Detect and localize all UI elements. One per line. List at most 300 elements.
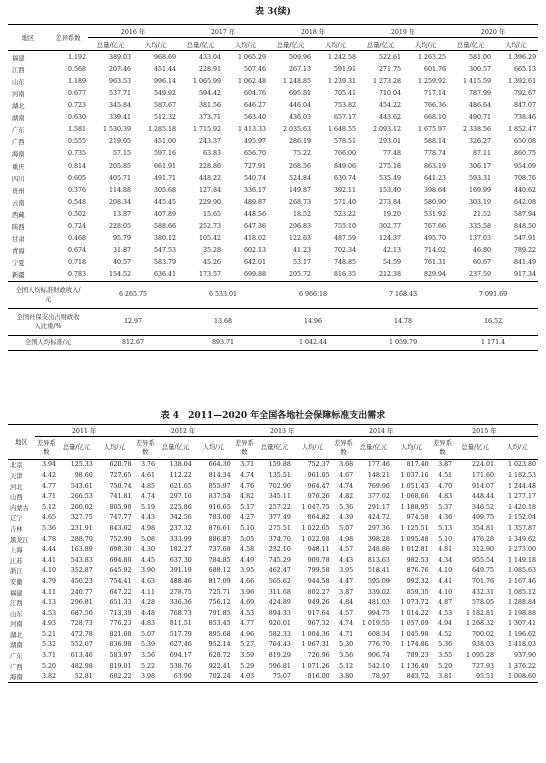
value-cell: 996.14 — [153, 77, 177, 85]
value-cell: 4.03 — [233, 671, 256, 682]
value-cell: 450.23 — [70, 577, 93, 585]
summary-value: 14.96 — [268, 308, 358, 335]
value-cell: 3.80 — [332, 671, 355, 682]
value-cell: 549.92 — [153, 90, 177, 98]
value-cell: 563.40 — [243, 114, 267, 122]
value-cell: 333.99 — [169, 535, 192, 543]
value-cell: 748.85 — [334, 259, 357, 267]
value-cell: 860.75 — [514, 150, 537, 158]
value-cell: 702.24 — [194, 671, 233, 682]
value-cell: 725.71 — [208, 588, 231, 596]
value-cell: 440.62 — [514, 186, 537, 194]
value-cell: 1 307.41 — [507, 620, 536, 628]
value-cell: 1 675.97 — [418, 126, 447, 134]
subheader-total: 总量/亿元 — [58, 436, 95, 459]
value-cell: 1 045.98 — [400, 630, 429, 638]
value-cell: 3.81 — [431, 671, 454, 682]
summary-label: 全国社保支出占财政收入比重/% — [8, 308, 88, 335]
value-cell: 1 067.31 — [301, 641, 330, 649]
value-cell: 5.37 — [438, 503, 453, 511]
value-cell: 1 037.16 — [400, 471, 429, 479]
value-cell: 3.55 — [438, 652, 453, 660]
value-cell: 819.01 — [109, 662, 132, 670]
value-cell: 182.27 — [169, 546, 192, 554]
value-cell: 752.99 — [109, 535, 132, 543]
value-cell: 398.64 — [424, 186, 447, 194]
value-cell: 750.74 — [109, 482, 132, 490]
value-cell: 982.53 — [406, 556, 429, 564]
value-cell: 2 338.56 — [463, 126, 492, 134]
table-row — [8, 555, 538, 566]
value-cell: 5.22 — [141, 662, 156, 670]
value-cell: 159.88 — [268, 461, 291, 469]
col-region-header: 地区 — [8, 25, 48, 51]
value-cell: 271.75 — [379, 65, 402, 73]
value-cell: 523.22 — [334, 210, 357, 218]
value-cell: 963.53 — [108, 77, 131, 85]
value-cell: 656.70 — [243, 150, 267, 158]
value-cell: 3.87 — [438, 461, 453, 469]
region-cell: 新疆 — [8, 269, 48, 282]
region-cell: 广西 — [10, 663, 23, 671]
value-cell: 819.29 — [268, 652, 291, 660]
value-cell: 906.74 — [367, 652, 390, 660]
value-cell: 252.73 — [198, 223, 222, 231]
value-cell: 713.39 — [109, 609, 132, 617]
value-cell: 237.59 — [448, 269, 493, 282]
table-row — [8, 124, 538, 136]
value-cell: 952.14 — [208, 641, 231, 649]
table-row — [8, 566, 538, 577]
value-cell: 1 392.61 — [508, 77, 537, 85]
value-cell: 200.02 — [70, 503, 93, 511]
value-cell: 602.22 — [95, 671, 134, 682]
value-cell: 391.19 — [169, 567, 192, 575]
value-cell: 60.67 — [473, 259, 492, 267]
value-cell: 649.75 — [471, 567, 495, 575]
table-row — [8, 459, 538, 470]
value-cell: 1 012.81 — [400, 546, 429, 554]
value-cell: 766.00 — [334, 150, 357, 158]
value-cell: 499.75 — [471, 514, 495, 522]
value-cell: 5.29 — [240, 662, 255, 670]
subheader-total: 总量/亿元 — [178, 38, 223, 51]
value-cell: 512.32 — [153, 114, 177, 122]
value-cell: 992.32 — [406, 577, 429, 585]
value-cell: 1.189 — [67, 77, 86, 85]
value-cell: 517.79 — [169, 630, 192, 638]
value-cell: 3.71 — [42, 652, 57, 660]
header-row — [8, 25, 538, 38]
value-cell: 602.13 — [243, 247, 267, 255]
region-cell: 河南 — [10, 621, 23, 629]
value-cell: 124.37 — [379, 235, 402, 243]
table-row — [8, 629, 538, 640]
region-cell: 广东 — [12, 127, 25, 135]
value-cell: 268.73 — [288, 198, 312, 206]
value-cell: 3.68 — [339, 461, 354, 469]
value-cell: 518.41 — [367, 567, 390, 575]
value-cell: 1 198.88 — [507, 609, 536, 617]
value-cell: 18.52 — [293, 210, 312, 218]
value-cell: 4.94 — [438, 620, 453, 628]
table-row — [8, 75, 538, 87]
subheader-row — [8, 436, 538, 459]
value-cell: 747.77 — [109, 514, 132, 522]
value-cell: 122.63 — [288, 235, 312, 243]
value-cell: 552.07 — [70, 641, 93, 649]
value-cell: 4.10 — [42, 567, 57, 575]
region-cell: 山东 — [12, 78, 25, 86]
value-cell: 488.46 — [169, 577, 192, 585]
value-cell: 40.57 — [112, 259, 131, 267]
value-cell: 699.88 — [223, 269, 268, 282]
value-cell: 148.21 — [367, 471, 390, 479]
value-cell: 964.47 — [307, 482, 330, 490]
value-cell: 1 415.59 — [463, 77, 492, 85]
value-cell: 588.14 — [424, 138, 447, 146]
value-cell: 5.13 — [438, 524, 453, 532]
value-cell: 0.548 — [67, 198, 86, 206]
value-cell: 847.07 — [514, 102, 537, 110]
value-cell: 291.17 — [367, 503, 390, 511]
region-cell: 江苏 — [10, 557, 23, 565]
table-row — [8, 136, 538, 148]
subheader-total: 总量/亿元 — [88, 38, 133, 51]
value-cell: 5.27 — [240, 641, 255, 649]
value-cell: 4.96 — [240, 630, 255, 638]
year-header: 2017 年 — [178, 25, 268, 38]
value-cell: 15.65 — [202, 210, 222, 218]
year-header: 2016 年 — [88, 25, 178, 38]
region-cell: 海南 — [8, 671, 35, 682]
value-cell: 792.67 — [514, 90, 537, 98]
value-cell: 1 167.46 — [507, 577, 536, 585]
value-cell: 543.83 — [70, 556, 93, 564]
value-cell: 961.05 — [307, 471, 330, 479]
value-cell: 5.36 — [339, 503, 354, 511]
table-row — [8, 544, 538, 555]
value-cell: 4.65 — [42, 514, 57, 522]
summary-value: 6 533.01 — [178, 281, 268, 308]
value-cell: 578.05 — [471, 599, 495, 607]
subheader-row — [8, 38, 538, 51]
value-cell: 4.82 — [339, 493, 354, 501]
value-cell: 448.56 — [243, 210, 267, 218]
value-cell: 3.56 — [339, 652, 354, 660]
value-cell: 476.28 — [471, 535, 495, 543]
value-cell: 917.64 — [307, 609, 330, 617]
value-cell: 816.35 — [313, 269, 358, 282]
subheader-per-capita: 人均/元 — [223, 38, 268, 51]
value-cell: 876.61 — [208, 524, 231, 532]
value-cell: 594.42 — [198, 90, 222, 98]
value-cell: 78.97 — [355, 671, 392, 682]
value-cell: 95.79 — [112, 235, 131, 243]
value-cell: 1 065.29 — [237, 53, 267, 61]
value-cell: 859.35 — [406, 588, 429, 596]
value-cell: 3.94 — [42, 461, 57, 469]
value-cell: 1 085.63 — [507, 567, 536, 575]
value-cell: 587.94 — [514, 210, 537, 218]
value-cell: 268.56 — [288, 162, 312, 170]
value-cell: 312.90 — [471, 546, 495, 554]
value-cell: 45.26 — [202, 259, 222, 267]
value-cell: 3.90 — [141, 567, 156, 575]
region-cell: 湖南 — [10, 642, 23, 650]
value-cell: 3.87 — [339, 588, 354, 596]
value-cell: 432.31 — [471, 588, 495, 596]
value-cell: 0.814 — [67, 162, 86, 170]
value-cell: 114.88 — [108, 186, 131, 194]
value-cell: 207.46 — [108, 65, 131, 73]
value-cell: 955.54 — [471, 556, 495, 564]
value-cell: 275.18 — [379, 162, 402, 170]
value-cell: 342.56 — [169, 514, 192, 522]
region-cell: 北京 — [10, 462, 23, 470]
value-cell: 448.44 — [471, 493, 495, 501]
table-row — [8, 513, 538, 524]
value-cell: 1 715.92 — [192, 126, 222, 134]
table-row — [8, 51, 538, 64]
value-cell: 482.98 — [70, 662, 93, 670]
value-cell: 1 413.33 — [237, 126, 267, 134]
value-cell: 446.04 — [288, 102, 312, 110]
summary-value: 893.71 — [178, 335, 268, 350]
table3-caption: 表 3(续) — [255, 7, 291, 17]
value-cell: 922.41 — [208, 662, 231, 670]
value-cell: 302.77 — [379, 223, 402, 231]
value-cell: 0.718 — [67, 259, 86, 267]
value-cell: 4.53 — [438, 609, 453, 617]
value-cell: 1 396.29 — [508, 53, 537, 61]
value-cell: 816.00 — [293, 671, 332, 682]
subheader-total: 总量/亿元 — [157, 436, 194, 459]
value-cell: 754.41 — [109, 577, 132, 585]
value-cell: 3.95 — [339, 567, 354, 575]
value-cell: 1 530.39 — [102, 126, 131, 134]
value-cell: 5.19 — [141, 503, 156, 511]
value-cell: 5.32 — [42, 641, 57, 649]
value-cell: 232.10 — [268, 546, 291, 554]
value-cell: 46.80 — [473, 247, 492, 255]
subheader-coef: 差异系数 — [35, 436, 58, 459]
value-cell: 5.07 — [339, 524, 354, 532]
value-cell: 531.92 — [424, 210, 447, 218]
value-cell: 543.61 — [70, 482, 93, 490]
value-cell: 486.64 — [469, 102, 492, 110]
year-header: 2019 年 — [358, 25, 448, 38]
year-header: 2015 年 — [431, 425, 538, 437]
value-cell: 1 068.66 — [400, 493, 429, 501]
value-cell: 173.57 — [178, 269, 223, 282]
value-cell: 717.14 — [424, 90, 447, 98]
value-cell: 5.30 — [339, 641, 354, 649]
region-cell: 黑龙江 — [10, 536, 29, 544]
value-cell: 3.96 — [240, 588, 255, 596]
table-row — [8, 650, 538, 661]
value-cell: 345.11 — [268, 493, 291, 501]
summary-value: 16.52 — [448, 308, 538, 335]
region-cell: 湖南 — [12, 115, 25, 123]
value-cell: 135.51 — [268, 471, 291, 479]
value-cell: 5.08 — [141, 535, 156, 543]
value-cell: 593.31 — [469, 174, 492, 182]
table4-caption: 表 4 2011—2020 年全国各地社会保障标准支出需求 — [160, 411, 386, 421]
value-cell: 0.468 — [67, 235, 86, 243]
subheader-coef: 差异系数 — [431, 436, 454, 459]
value-cell: 0.630 — [67, 114, 86, 122]
value-cell: 4.41 — [438, 577, 453, 585]
value-cell: 848.50 — [514, 223, 537, 231]
value-cell: 4.77 — [240, 620, 255, 628]
value-cell: 1 073.72 — [400, 599, 429, 607]
subheader-total: 总量/亿元 — [355, 436, 392, 459]
value-cell: 472.78 — [70, 630, 93, 638]
value-cell: 52.81 — [58, 671, 95, 682]
value-cell: 737.68 — [208, 546, 231, 554]
value-cell: 4.77 — [42, 482, 57, 490]
value-cell: 491.71 — [153, 174, 177, 182]
value-cell: 1 095.28 — [465, 652, 495, 660]
header-row — [8, 425, 538, 437]
value-cell: 710.04 — [379, 90, 402, 98]
value-cell: 687.50 — [70, 609, 93, 617]
value-cell: 286.19 — [288, 138, 312, 146]
value-cell: 229.90 — [198, 198, 222, 206]
value-cell: 4.48 — [141, 609, 156, 617]
value-cell: 695.81 — [288, 90, 312, 98]
value-cell: 524.84 — [288, 174, 312, 182]
value-cell: 443.62 — [379, 114, 402, 122]
value-cell: 451.00 — [153, 138, 177, 146]
value-cell: 127.84 — [198, 186, 222, 194]
subheader-per-capita: 人均/元 — [313, 38, 358, 51]
value-cell: 1 004.36 — [301, 630, 330, 638]
value-cell: 5.12 — [42, 503, 57, 511]
region-cell: 江西 — [12, 66, 25, 74]
value-cell: 248.86 — [367, 546, 390, 554]
value-cell: 705.41 — [334, 90, 357, 98]
value-cell: 41.23 — [293, 247, 312, 255]
value-cell: 864.82 — [307, 514, 330, 522]
region-cell: 浙江 — [10, 568, 23, 576]
subheader-total: 总量/亿元 — [268, 38, 313, 51]
value-cell: 853.45 — [208, 620, 231, 628]
value-cell: 4.47 — [339, 577, 354, 585]
value-cell: 267.13 — [288, 65, 312, 73]
value-cell: 0.502 — [67, 210, 86, 218]
summary-value: 1 042.44 — [268, 335, 358, 350]
region-cell: 西藏 — [12, 211, 25, 219]
value-cell: 4.58 — [240, 546, 255, 554]
region-cell: 青海 — [12, 248, 25, 256]
value-cell: 805.90 — [109, 503, 132, 511]
value-cell: 1 071.26 — [301, 662, 330, 670]
value-cell: 4.57 — [339, 609, 354, 617]
value-cell: 306.17 — [469, 162, 492, 170]
region-cell: 云南 — [12, 199, 25, 207]
subheader-coef: 差异系数 — [134, 436, 157, 459]
value-cell: 647.22 — [109, 588, 132, 596]
value-cell: 5.10 — [438, 535, 453, 543]
value-cell: 789.22 — [514, 247, 537, 255]
value-cell: 4.78 — [42, 535, 57, 543]
value-cell: 1 019.55 — [361, 620, 390, 628]
value-cell: 4.76 — [240, 482, 255, 490]
region-cell: 重庆 — [12, 163, 25, 171]
value-cell: 54.59 — [383, 259, 402, 267]
value-cell: 13.87 — [112, 210, 131, 218]
value-cell: 5.21 — [42, 630, 57, 638]
table-row — [8, 576, 538, 587]
region-cell: 福建 — [10, 589, 23, 597]
value-cell: 855.97 — [208, 482, 231, 490]
col-coef-header: 差异系数 — [48, 25, 88, 51]
region-cell: 贵州 — [12, 187, 25, 195]
value-cell: 398.28 — [367, 535, 390, 543]
summary-row — [8, 281, 538, 308]
table-row — [8, 534, 538, 545]
value-cell: 418.02 — [243, 235, 267, 243]
value-cell: 944.58 — [307, 577, 330, 585]
value-cell: 1 259.92 — [418, 77, 447, 85]
value-cell: 288.70 — [70, 535, 93, 543]
value-cell: 974.58 — [406, 514, 429, 522]
region-cell: 湖北 — [12, 103, 25, 111]
value-cell: 4.57 — [339, 546, 354, 554]
value-cell: 4.36 — [438, 514, 453, 522]
table-row — [8, 661, 538, 672]
subheader-per-capita: 人均/元 — [496, 436, 538, 459]
value-cell: 4.39 — [339, 514, 354, 522]
value-cell: 4.52 — [438, 630, 453, 638]
value-cell: 3.56 — [141, 652, 156, 660]
value-cell: 4.45 — [141, 556, 156, 564]
table-row — [8, 597, 538, 608]
value-cell: 4.71 — [339, 630, 354, 638]
value-cell: 5.20 — [42, 662, 57, 670]
value-cell: 224.01 — [471, 461, 495, 469]
value-cell: 5.17 — [240, 503, 255, 511]
value-cell: 535.49 — [379, 174, 402, 182]
value-cell: 105.42 — [198, 235, 222, 243]
value-cell: 1 196.62 — [507, 630, 536, 638]
value-cell: 769.96 — [367, 482, 390, 490]
table3 — [8, 24, 538, 351]
value-cell: 642.08 — [514, 198, 537, 206]
value-cell: 138.04 — [169, 461, 192, 469]
value-cell: 538.76 — [169, 662, 192, 670]
value-cell: 4.67 — [339, 471, 354, 479]
region-cell: 天津 — [10, 472, 23, 480]
value-cell: 4.53 — [42, 609, 57, 617]
value-cell: 4.98 — [339, 535, 354, 543]
value-cell: 4.71 — [42, 493, 57, 501]
value-cell: 237.32 — [169, 524, 192, 532]
value-cell: 756.12 — [208, 599, 231, 607]
value-cell: 293.01 — [379, 138, 402, 146]
value-cell: 5.10 — [240, 524, 255, 532]
value-cell: 1 062.48 — [237, 77, 267, 85]
year-header: 2014 年 — [332, 425, 431, 437]
value-cell: 702.34 — [334, 247, 357, 255]
value-cell: 661.91 — [153, 162, 177, 170]
value-cell: 489.87 — [243, 198, 267, 206]
subheader-total: 总量/亿元 — [256, 436, 293, 459]
value-cell: 57.15 — [112, 150, 131, 158]
region-cell: 河北 — [10, 483, 23, 491]
